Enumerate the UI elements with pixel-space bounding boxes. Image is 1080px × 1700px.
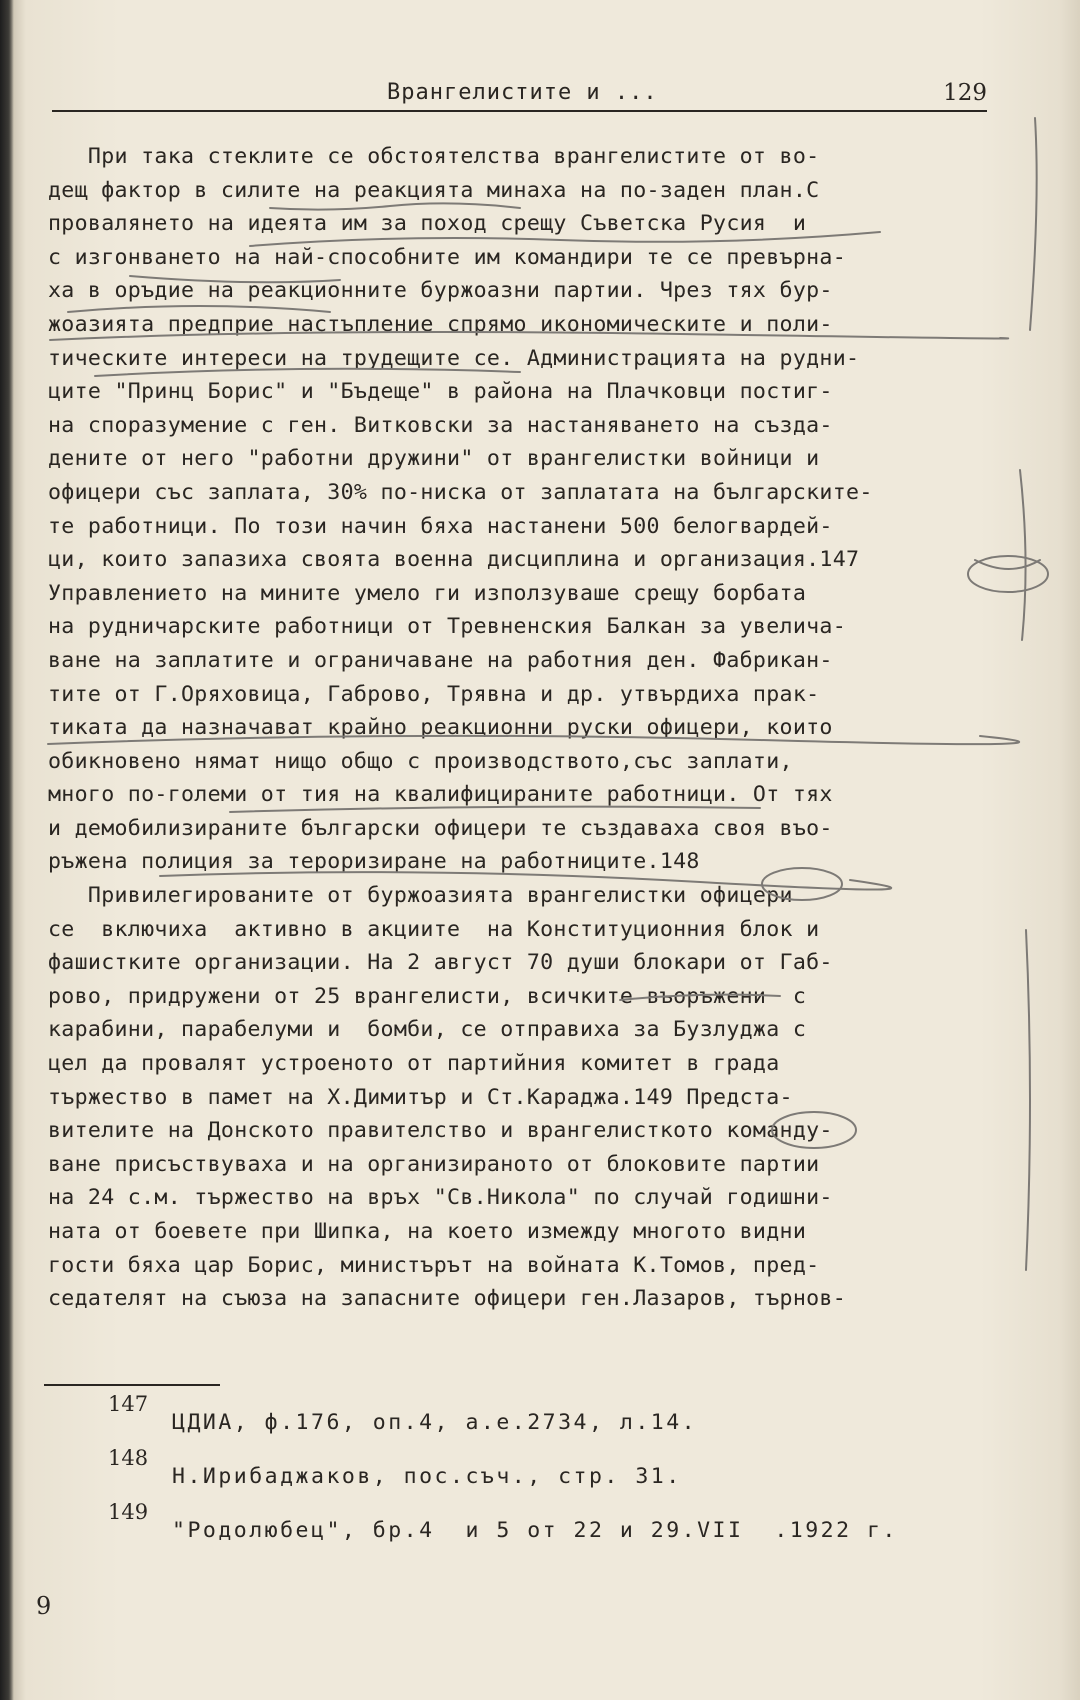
body-line: ха в оръдие на реакционните буржоазни партии. Чрез тях бур- bbox=[48, 278, 833, 304]
body-line: и демобилизираните български офицери те създаваха своя въо- bbox=[48, 815, 833, 841]
body-line: ците "Принц Борис" и "Бъдеще" в района на Плачковци постиг- bbox=[48, 379, 833, 405]
pencil-margin-mark bbox=[1020, 470, 1026, 640]
body-line: Привилегированите от буржоазията врангелистки офицери bbox=[48, 883, 793, 909]
body-line: седателят на съюза на запасните офицери ген.Лазаров, търнов- bbox=[48, 1286, 847, 1312]
pencil-margin-mark bbox=[1030, 118, 1037, 330]
body-line: ръжена полиция за тероризиране на работниците.148 bbox=[48, 849, 700, 875]
body-line: вителите на Донското правителство и врангелисткото команду- bbox=[48, 1118, 833, 1144]
pencil-margin-mark bbox=[1026, 930, 1030, 1270]
body-line: на 24 с.м. тържество на връх "Св.Никола" по случай годишни- bbox=[48, 1185, 833, 1211]
body-text bbox=[48, 140, 1008, 1316]
footnote-number: 149 bbox=[108, 1500, 149, 1524]
body-line: ци, които запазиха своята военна дисциплина и организация.147 bbox=[48, 547, 860, 573]
footnote bbox=[108, 1446, 988, 1500]
body-line: Управлението на мините умело ги използуваше срещу борбата bbox=[48, 580, 807, 606]
footnote-text: Н.Ирибаджаков, пос.съч., стр. 31. bbox=[172, 1464, 682, 1489]
signature-mark: 9 bbox=[36, 1592, 52, 1620]
footnote-number: 148 bbox=[108, 1446, 149, 1470]
body-line: тическите интереси на трудещите се. Администрацията на рудни- bbox=[48, 345, 860, 371]
body-line: ване присъствуваха и на организираното от блоковите партии bbox=[48, 1151, 820, 1177]
footnotes bbox=[108, 1392, 988, 1554]
body-line: тиката да назначават крайно реакционни руски офицери, които bbox=[48, 715, 833, 741]
body-line: жоазията предприе настъпление спрямо икономическите и поли- bbox=[48, 311, 833, 337]
footnote bbox=[108, 1500, 988, 1554]
body-line: на споразумение с ген. Витковски за настаняването на създа- bbox=[48, 412, 833, 438]
footnote-text: ЦДИА, ф.176, оп.4, а.е.2734, л.14. bbox=[172, 1410, 698, 1435]
body-line: офицери със заплата, 30% по-ниска от заплатата на българските- bbox=[48, 479, 873, 505]
body-line: провалянето на идеята им за поход срещу Съветска Русия и bbox=[48, 211, 807, 237]
body-line: с изгонването на най-способните им командири те се превърна- bbox=[48, 244, 847, 270]
body-line: на рудничарските работници от Тревненския Балкан за увелича- bbox=[48, 614, 847, 640]
body-line: ване на заплатите и ограничаване на работния ден. Фабрикан- bbox=[48, 647, 833, 673]
body-line: много по-големи от тия на квалифицираните работници. От тях bbox=[48, 782, 833, 808]
body-line: рово, придружени от 25 врангелисти, всичките въоръжени с bbox=[48, 983, 807, 1009]
page-number: 129 bbox=[943, 80, 987, 106]
body-line: тите от Г.Оряховица, Габрово, Трявна и др. утвърдиха прак- bbox=[48, 681, 820, 707]
body-line: карабини, парабелуми и бомби, се отправиха за Бузлуджа с bbox=[48, 1017, 807, 1043]
body-line: се включиха активно в акциите на Конституционния блок и bbox=[48, 916, 820, 942]
body-line: цел да провалят устроеното от партийния комитет в града bbox=[48, 1051, 780, 1077]
body-line: тържество в памет на Х.Димитър и Ст.Караджа.149 Предста- bbox=[48, 1084, 793, 1110]
body-line: При така стеклите се обстоятелства врангелистите от во- bbox=[48, 144, 820, 169]
body-line: дещ фактор в силите на реакцията минаха на по-заден план.С bbox=[48, 177, 820, 203]
body-line: те работници. По този начин бяха настанени 500 белогвардей- bbox=[48, 513, 833, 539]
running-header bbox=[52, 76, 987, 112]
footnote-text: "Родолюбец", бр.4 и 5 от 22 и 29.VII .1922 г. bbox=[172, 1518, 898, 1543]
body-line: гости бяха цар Борис, министърът на войната К.Томов, пред- bbox=[48, 1252, 820, 1278]
body-line: ната от боевете при Шипка, на което измежду многото видни bbox=[48, 1219, 807, 1244]
footnote-rule bbox=[44, 1384, 220, 1386]
footnote-number: 147 bbox=[108, 1392, 149, 1416]
running-title: Врангелистите и ... bbox=[387, 80, 658, 105]
body-line: обикновено нямат нищо общо с производството,със заплати, bbox=[48, 748, 793, 774]
footnote bbox=[108, 1392, 988, 1446]
body-line: дените от него "работни дружини" от врангелистки войници и bbox=[48, 446, 820, 472]
body-line: фашистките организации. На 2 август 70 души блокари от Габ- bbox=[48, 950, 833, 976]
binding-shadow bbox=[0, 0, 14, 1700]
